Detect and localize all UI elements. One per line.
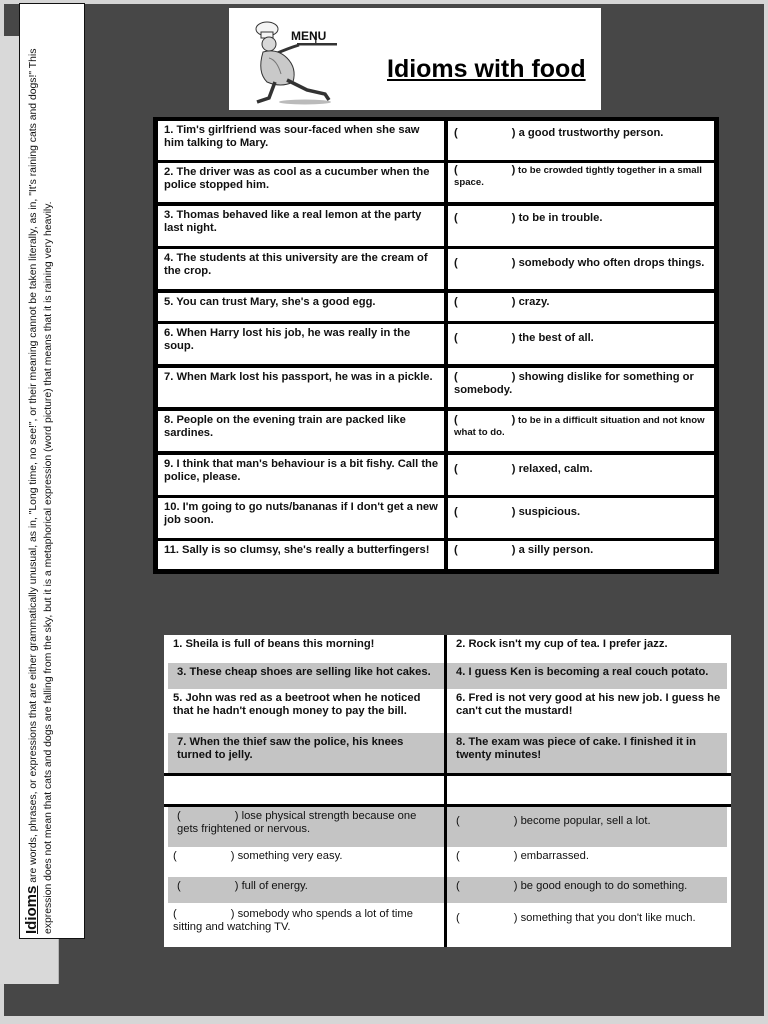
exercise-1-sentence: 3. Thomas behaved like a real lemon at the party last night. [158, 206, 444, 246]
column-divider [444, 635, 447, 947]
exercise-1-meaning: ( ) a good trustworthy person. [448, 121, 714, 160]
exercise-1-sentence: 8. People on the evening train are packed like sardines. [158, 411, 444, 451]
exercise-1-meaning: ( ) suspicious. [448, 498, 714, 538]
exercise-2-meaning-text: become popular, sell a lot. [520, 815, 651, 827]
exercise-1-meaning-text: a silly person. [518, 544, 594, 556]
exercise-1-sentence: 9. I think that man's behaviour is a bit fishy. Call the police, please. [158, 455, 444, 495]
exercise-1-meaning: ( ) somebody who often drops things. [448, 249, 714, 289]
exercise-2-sentence: 4. I guess Ken is becoming a real couch potato. [447, 663, 727, 689]
exercise-2-meaning-text: something very easy. [237, 850, 343, 862]
exercise-1-meaning-text: relaxed, calm. [518, 463, 593, 475]
exercise-1-sentence: 2. The driver was as cool as a cucumber when the police stopped him. [158, 163, 444, 202]
exercise-2-sentence: 8. The exam was piece of cake. I finished it in twenty minutes! [447, 733, 727, 773]
exercise-2-sentence: 6. Fred is not very good at his new job. I guess he can't cut the mustard! [456, 692, 721, 717]
exercise-2-meaning: ( ) be good enough to do something. [447, 877, 727, 903]
exercise-1-meaning: ( ) relaxed, calm. [448, 455, 714, 495]
exercise-1-meaning: ( ) crazy. [448, 293, 714, 321]
exercise-2-sentence: 2. Rock isn't my cup of tea. I prefer jazz. [456, 638, 668, 650]
divider-line [164, 773, 731, 776]
exercise-1-meaning: ( ) a silly person. [448, 541, 714, 569]
exercise-2-meaning: ( ) lose physical strength because one gets frightened or nervous. [168, 807, 444, 847]
exercise-2-meaning: ( ) somebody who spends a lot of time sitting and watching TV. [173, 908, 413, 933]
exercise-2-meaning: ( ) something very easy. [173, 850, 343, 862]
exercise-1-meaning-text: a good trustworthy person. [518, 127, 664, 139]
exercise-2-table [164, 635, 731, 947]
exercise-1-meaning-text: somebody who often drops things. [518, 257, 705, 269]
exercise-1-sentence: 1. Tim's girlfriend was sour-faced when she saw him talking to Mary. [158, 121, 444, 160]
idioms-definition: are words, phrases, or expressions that are either grammatically unusual, as in, "Long time, no see!", or their meaning cannot be taken literally, as in, "It's raining cats and dogs!" This expression does not mean that cats and dogs are falling from the sky, but it is a metaphorical expression (word picture) that means that it is raining very heavily. [28, 48, 54, 934]
exercise-2-meaning-text: lose physical strength because one gets frightened or nervous. [177, 810, 417, 835]
exercise-2-meaning-text: full of energy. [241, 880, 308, 892]
worksheet-header [229, 8, 601, 110]
exercise-2-meaning: ( ) something that you don't like much. [456, 912, 696, 924]
exercise-1-meaning: ( ) to be crowded tightly together in a small space. [448, 163, 714, 202]
worksheet-title: Idioms with food [387, 55, 586, 83]
exercise-1-sentence: 4. The students at this university are the cream of the crop. [158, 249, 444, 289]
exercise-1-meaning: ( ) showing dislike for something or somebody. [448, 368, 714, 407]
exercise-1-sentence: 11. Sally is so clumsy, she's really a butterfingers! [158, 541, 444, 569]
exercise-1-meaning-text: to be in trouble. [518, 212, 603, 224]
exercise-1-sentence: 7. When Mark lost his passport, he was in a pickle. [158, 368, 444, 407]
idioms-definition-text [24, 14, 84, 934]
exercise-1-sentence: 10. I'm going to go nuts/bananas if I don't get a new job soon. [158, 498, 444, 538]
menu-logo-text: MENU [291, 29, 327, 43]
exercise-1-sentence: 5. You can trust Mary, she's a good egg. [158, 293, 444, 321]
exercise-1-sentence: 6. When Harry lost his job, he was really in the soup. [158, 324, 444, 364]
exercise-1-meaning: ( ) the best of all. [448, 324, 714, 364]
exercise-1-meaning-text: to be crowded tightly together in a small space. [454, 165, 702, 188]
exercise-2-sentence: 1. Sheila is full of beans this morning! [173, 638, 375, 650]
idioms-definition-panel [19, 3, 85, 939]
idioms-term: Idioms [23, 885, 40, 934]
exercise-2-meaning-text: something that you don't like much. [520, 912, 696, 924]
exercise-2-meaning-text: embarrassed. [520, 850, 589, 862]
exercise-1-meaning-text: the best of all. [518, 332, 594, 344]
exercise-2-meaning-text: be good enough to do something. [520, 880, 688, 892]
exercise-1-meaning: ( ) to be in trouble. [448, 206, 714, 246]
exercise-1-meaning-text: showing dislike for something or somebody. [454, 371, 694, 396]
exercise-1-meaning-text: crazy. [518, 296, 550, 308]
exercise-2-meaning: ( ) become popular, sell a lot. [447, 807, 727, 847]
exercise-2-sentence: 5. John was red as a beetroot when he noticed that he hadn't enough money to pay the bill. [173, 692, 421, 717]
exercise-1-meaning-text: to be in a difficult situation and not know what to do. [454, 415, 705, 438]
chef-waiter-logo-icon [247, 18, 347, 106]
exercise-2-sentence: 7. When the thief saw the police, his knees turned to jelly. [168, 733, 444, 773]
exercise-1-meaning: ( ) to be in a difficult situation and not know what to do. [448, 411, 714, 451]
exercise-2-meaning-text: somebody who spends a lot of time sitting and watching TV. [173, 908, 413, 933]
exercise-1-meaning-text: suspicious. [518, 506, 581, 518]
exercise-1-table [153, 117, 719, 574]
exercise-2-meaning: ( ) full of energy. [168, 877, 444, 903]
exercise-2-meaning: ( ) embarrassed. [456, 850, 589, 862]
exercise-2-sentence: 3. These cheap shoes are selling like hot cakes. [168, 663, 444, 689]
